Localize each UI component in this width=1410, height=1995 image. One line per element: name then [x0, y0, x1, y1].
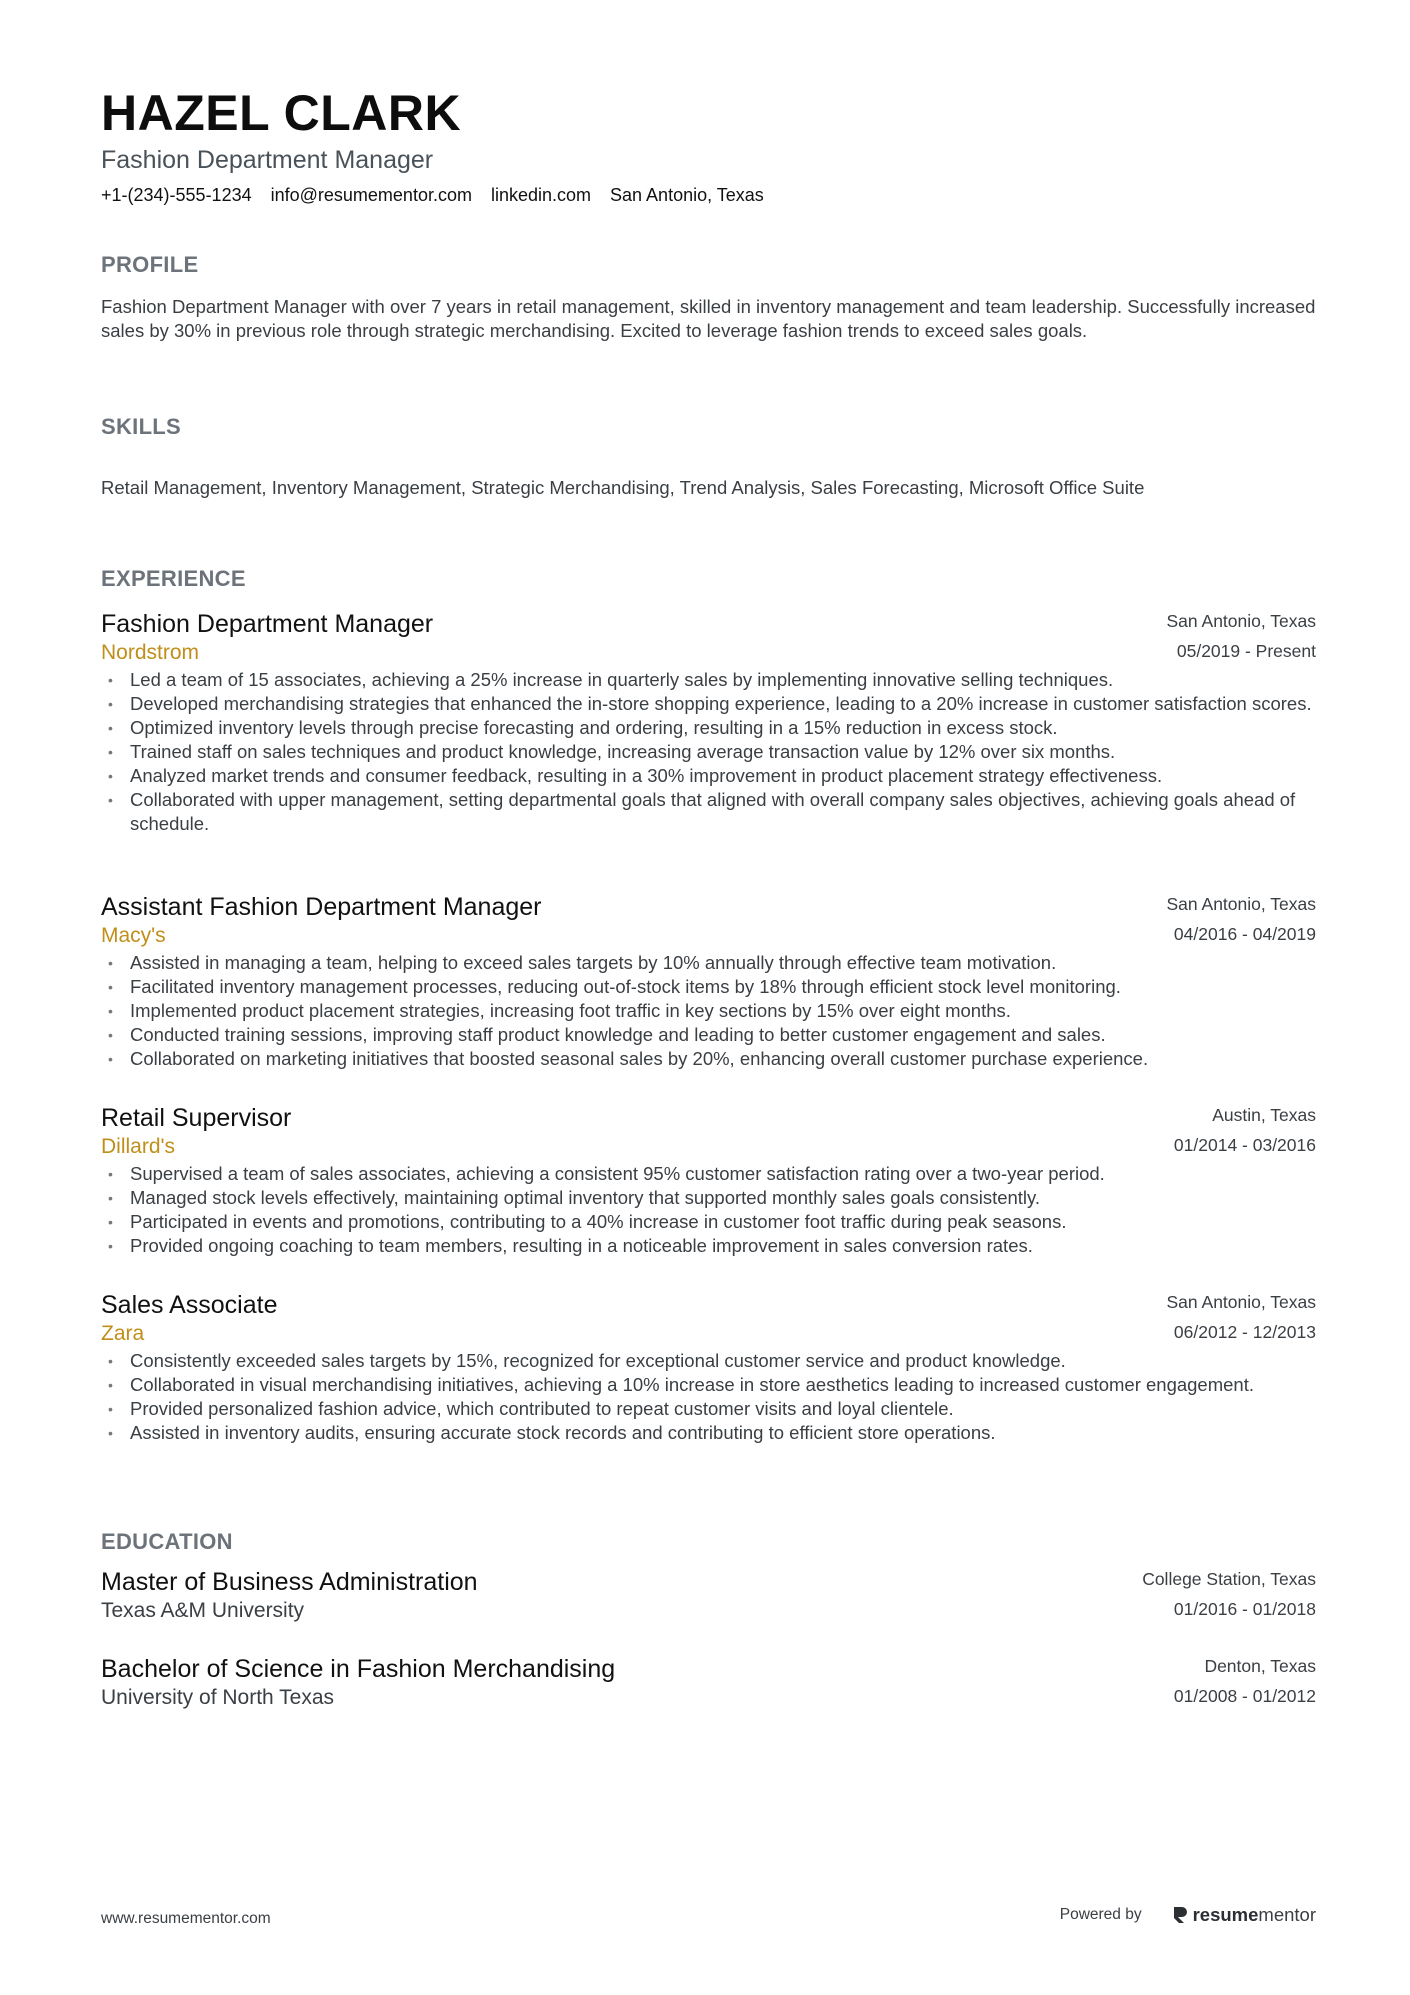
bullet-icon: •: [108, 1190, 113, 1206]
bullet-icon: •: [108, 792, 113, 808]
bullet-icon: •: [108, 768, 113, 784]
school-location: Denton, Texas: [1204, 1656, 1316, 1676]
brand-name-light: mentor: [1258, 1904, 1316, 1925]
job-bullets: [101, 951, 1316, 1071]
education-dates: 01/2016 - 01/2018: [1173, 1599, 1316, 1619]
job-company: Macy's: [101, 924, 166, 947]
bullet-icon: •: [108, 955, 113, 971]
job-bullet: • Provided ongoing coaching to team members, resulting in a noticeable improvement in sales conversion rates.: [108, 1235, 1033, 1256]
job-bullet: • Participated in events and promotions, contributing to a 40% increase in customer foot traffic during peak seasons.: [108, 1211, 1067, 1232]
school-name: Texas A&M University: [101, 1599, 305, 1622]
bullet-icon: •: [108, 672, 113, 688]
bullet-icon: •: [108, 1166, 113, 1182]
job-bullet: • Supervised a team of sales associates, achieving a consistent 95% customer satisfaction rating over a two-year period.: [108, 1163, 1105, 1184]
education-dates: 01/2008 - 01/2012: [1173, 1686, 1316, 1706]
experience-heading: EXPERIENCE: [101, 566, 246, 591]
job-bullet: • Conducted training sessions, improving staff product knowledge and leading to better customer engagement and sales.: [108, 1024, 1106, 1045]
job-bullet: • Assisted in inventory audits, ensuring accurate stock records and contributing to efficient store operations.: [108, 1422, 996, 1443]
job-location: San Antonio, Texas: [1166, 894, 1316, 914]
degree-title: Bachelor of Science in Fashion Merchandising: [101, 1655, 616, 1683]
job-bullet: • Optimized inventory levels through precise forecasting and ordering, resulting in a 15% reduction in excess stock.: [108, 717, 1058, 738]
job-bullet: • Implemented product placement strategies, increasing foot traffic in key sections by 15% over eight months.: [108, 1000, 1011, 1021]
bullet-icon: •: [108, 1401, 113, 1417]
job-title: Sales Associate: [101, 1291, 278, 1319]
job-bullet: • Consistently exceeded sales targets by 15%, recognized for exceptional customer service and product knowledge.: [108, 1350, 1066, 1371]
skills-text: Retail Management, Inventory Management, Strategic Merchandising, Trend Analysis, Sales Forecasting, Microsoft Office Suite: [101, 477, 1145, 498]
job-location: San Antonio, Texas: [1166, 1292, 1316, 1312]
degree-title: Master of Business Administration: [101, 1568, 478, 1596]
powered-by-label: Powered by: [1059, 1906, 1142, 1923]
bullet-icon: •: [108, 1051, 113, 1067]
job-entry: [101, 1291, 1316, 1445]
job-entry: [101, 610, 1316, 836]
bullet-icon: •: [108, 696, 113, 712]
job-bullet: • Managed stock levels effectively, maintaining optimal inventory that supported monthly sales goals consistently.: [108, 1187, 1041, 1208]
bullet-icon: •: [108, 720, 113, 736]
candidate-name: HAZEL CLARK: [101, 85, 462, 141]
contact-location: San Antonio, Texas: [610, 185, 764, 205]
job-entry: [101, 1104, 1316, 1258]
job-bullet: • Trained staff on sales techniques and product knowledge, increasing average transaction value by 12% over six months.: [108, 741, 1116, 762]
skills-heading: SKILLS: [101, 414, 182, 439]
job-dates: 01/2014 - 03/2016: [1173, 1135, 1316, 1155]
bullet-icon: •: [108, 1027, 113, 1043]
profile-heading: PROFILE: [101, 252, 199, 277]
job-company: Dillard's: [101, 1135, 176, 1158]
job-bullets: [101, 668, 1316, 836]
job-bullet: • Provided personalized fashion advice, which contributed to repeat customer visits and loyal clientele.: [108, 1398, 954, 1419]
job-bullet: • Led a team of 15 associates, achieving a 25% increase in quarterly sales by implementing innovative selling techniques.: [108, 669, 1114, 690]
bullet-icon: •: [108, 1377, 113, 1393]
education-heading: EDUCATION: [101, 1529, 233, 1554]
job-bullet: • Facilitated inventory management processes, reducing out-of-stock items by 18% through efficient stock level monitoring.: [108, 976, 1121, 997]
bullet-icon: •: [108, 1214, 113, 1230]
job-location: San Antonio, Texas: [1166, 611, 1316, 631]
candidate-title: Fashion Department Manager: [101, 146, 434, 174]
profile-text: Fashion Department Manager with over 7 years in retail management, skilled in inventory management and team leadership. Successfully increased sales by 30% in previous role through strategic merchandising. Excited to leverage fashion trends to exceed sales goals.: [101, 296, 1316, 341]
job-bullets: [101, 1162, 1316, 1258]
job-title: Fashion Department Manager: [101, 610, 434, 638]
bullet-icon: •: [108, 979, 113, 995]
contact-phone: +1-(234)-555-1234: [101, 185, 252, 205]
job-bullet: • Assisted in managing a team, helping to exceed sales targets by 10% annually through effective team motivation.: [108, 952, 1057, 973]
job-company: Zara: [101, 1322, 145, 1345]
job-dates: 06/2012 - 12/2013: [1173, 1322, 1316, 1342]
job-company: Nordstrom: [101, 641, 200, 664]
resumementor-logo-icon: [1172, 1905, 1188, 1925]
job-bullet: • Developed merchandising strategies that enhanced the in-store shopping experience, leading to a 20% increase in customer satisfaction scores.: [108, 693, 1312, 714]
education-entry: [101, 1568, 1316, 1626]
job-bullet: • Collaborated in visual merchandising initiatives, achieving a 10% increase in store aesthetics leading to increased customer engagement.: [108, 1374, 1254, 1395]
education-entry: [101, 1655, 1316, 1713]
job-location: Austin, Texas: [1212, 1105, 1316, 1125]
job-dates: 05/2019 - Present: [1176, 641, 1316, 661]
brand-logo[interactable]: [1172, 1904, 1316, 1926]
contact-email[interactable]: info@resumementor.com: [270, 185, 472, 205]
bullet-icon: •: [108, 744, 113, 760]
school-location: College Station, Texas: [1142, 1569, 1316, 1589]
job-bullet: • Collaborated with upper management, setting departmental goals that aligned with overall company sales objectives, achieving goals ahead of schedule.: [108, 789, 1296, 834]
job-bullet: • Collaborated on marketing initiatives that boosted seasonal sales by 20%, enhancing overall customer purchase experience.: [108, 1048, 1149, 1069]
contact-line: [101, 185, 764, 206]
job-entry: [101, 893, 1316, 1071]
job-title: Retail Supervisor: [101, 1104, 292, 1132]
job-bullets: [101, 1349, 1316, 1445]
contact-linkedin[interactable]: linkedin.com: [490, 185, 592, 205]
footer-branding: [1060, 1904, 1316, 1926]
school-name: University of North Texas: [101, 1686, 335, 1709]
job-title: Assistant Fashion Department Manager: [101, 893, 542, 921]
job-dates: 04/2016 - 04/2019: [1173, 924, 1316, 944]
footer-website[interactable]: www.resumementor.com: [101, 1910, 271, 1927]
bullet-icon: •: [108, 1003, 113, 1019]
bullet-icon: •: [108, 1425, 113, 1441]
brand-name-bold: resume: [1192, 1904, 1259, 1925]
bullet-icon: •: [108, 1238, 113, 1254]
job-bullet: • Analyzed market trends and consumer feedback, resulting in a 30% improvement in product placement strategy effectiveness.: [108, 765, 1163, 786]
bullet-icon: •: [108, 1353, 113, 1369]
